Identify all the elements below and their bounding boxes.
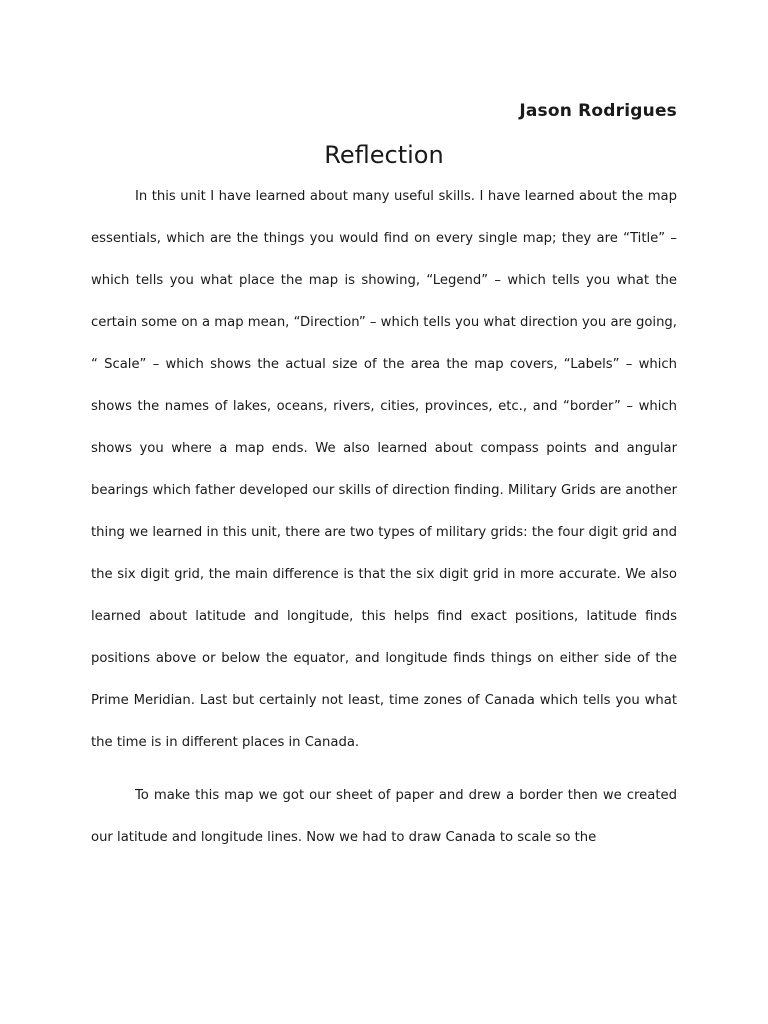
document-title: Reflection — [324, 141, 444, 169]
document-body — [91, 176, 677, 859]
body-paragraph-1: In this unit I have learned about many useful skills. I have learned about the map essentials, which are the things you would find on every single map; they are “Title” – which tells you what place the map is showing, “Legend” – which tells you what the certain some on a map mean, “Direction” – which tells you what direction you are going, “ Scale” – which shows the actual size of the area the map covers, “Labels” – which shows the names of lakes, oceans, rivers, cities, provinces, etc., and “border” – which shows you where a map ends. We also learned about compass points and angular bearings which father developed our skills of direction finding. Military Grids are another thing we learned in this unit, there are two types of military grids: the four digit grid and the six digit grid, the main difference is that the six digit grid in more accurate. We also learned about latitude and longitude, this helps find exact positions, latitude finds positions above or below the equator, and longitude finds things on either side of the Prime Meridian. Last but certainly not least, time zones of Canada which tells you what the time is in different places in Canada. — [91, 189, 677, 750]
author-name: Jason Rodrigues — [519, 101, 677, 121]
body-paragraph-2: To make this map we got our sheet of paper and drew a border then we created our latitude and longitude lines. Now we had to draw Canada to scale so the — [91, 788, 677, 845]
